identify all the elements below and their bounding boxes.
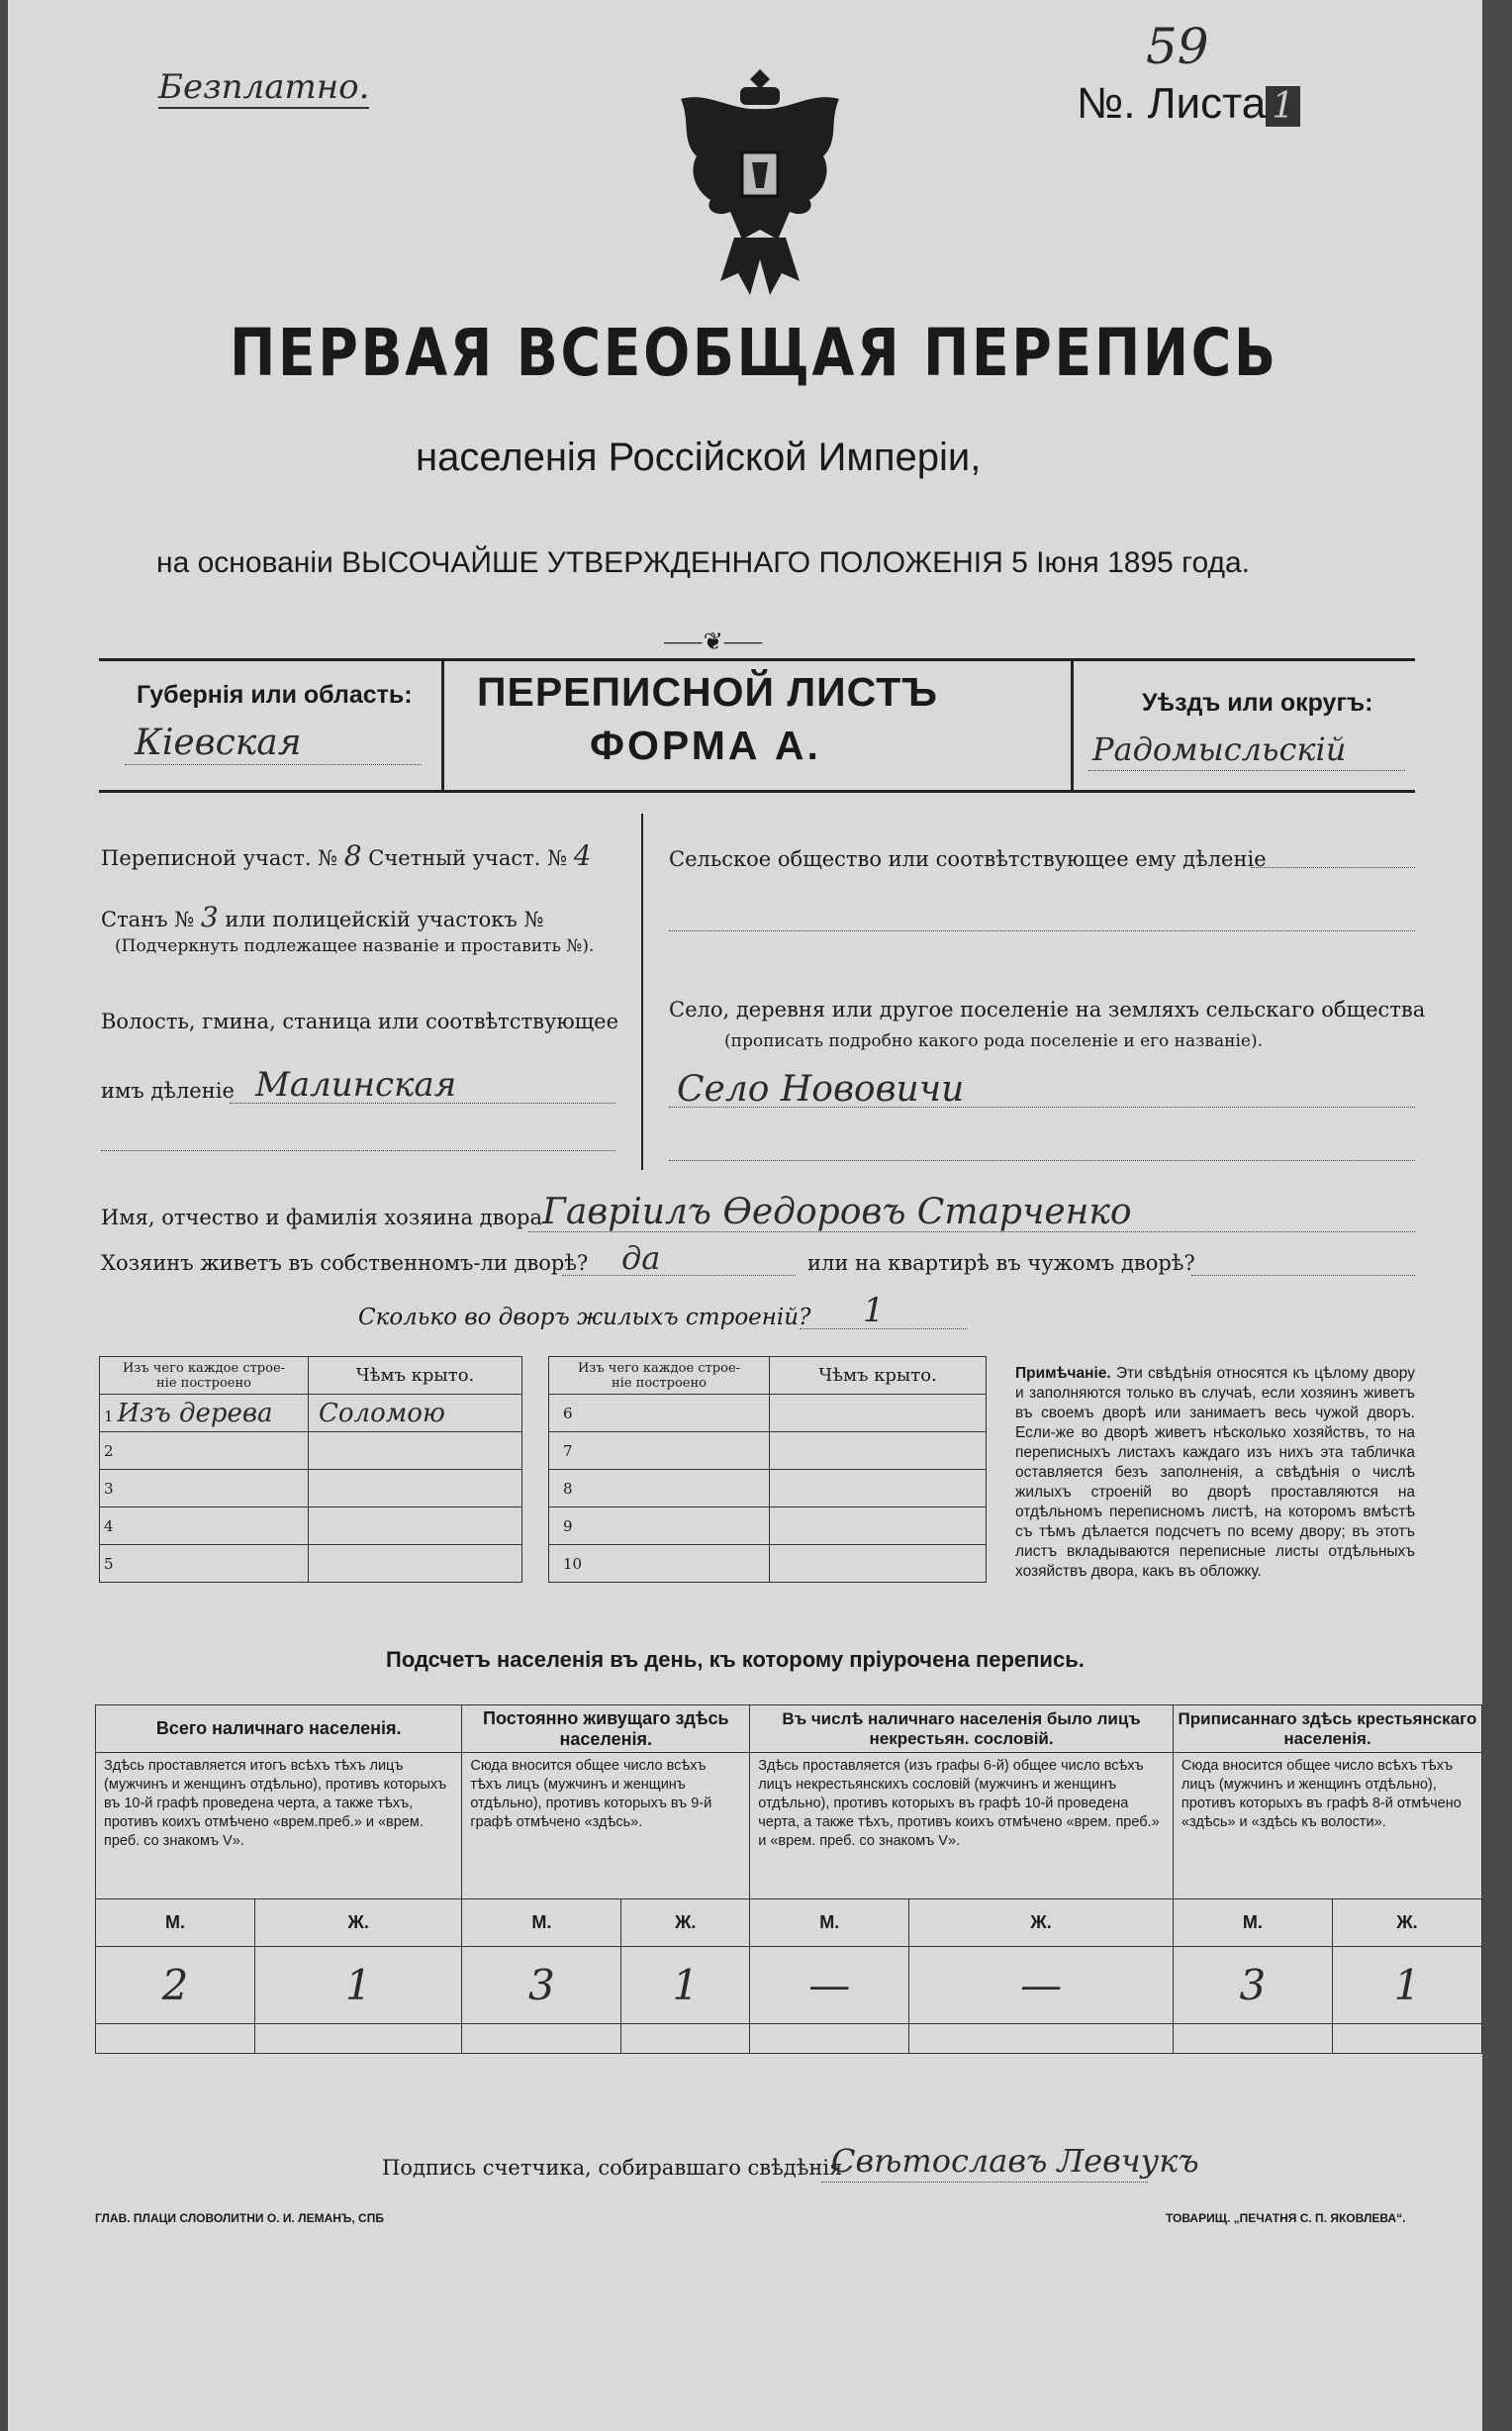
archive-number: 59: [1146, 18, 1209, 75]
sheet-number-label: [1077, 79, 1300, 129]
owner-line: [528, 1231, 1415, 1232]
building-row: 7: [549, 1432, 770, 1470]
building-roof: [309, 1507, 522, 1545]
count-col-title: Постоянно живущаго здѣсь населенія.: [462, 1705, 750, 1753]
village-label: Село, деревня или другое поселеніе на земляхъ сельскаго общества: [669, 998, 1426, 1021]
volost-label: Волость, гмина, станица или соотвѣтствующее: [101, 1010, 619, 1033]
building-row: 1 Изъ дерева: [100, 1395, 309, 1432]
province-value: Кіевская: [135, 723, 302, 763]
female-header: Ж.: [621, 1899, 750, 1947]
owner-label: Имя, отчество и фамилія хозяина двора: [101, 1206, 543, 1229]
document-subtitle: населенія Россійской Имперіи,: [416, 436, 982, 479]
count-section-label: Счетный участ. №: [368, 846, 567, 870]
ornament-divider: ⸺❦⸺: [663, 628, 764, 655]
building-roof: [309, 1432, 522, 1470]
roof-header: Чѣмъ крыто.: [309, 1357, 522, 1395]
divider: [99, 790, 1415, 793]
count-col-desc: Сюда вносится общее число всѣхъ тѣхъ лицъ (мужчинъ и женщинъ отдѣльно), противъ которыхъ въ 9-й графѣ отмѣчено «здѣсь».: [462, 1753, 750, 1899]
owner-lives-line: [562, 1275, 796, 1276]
building-row: 3: [100, 1470, 309, 1507]
district-line: [1088, 770, 1405, 771]
building-roof: [309, 1470, 522, 1507]
volost-line-2: [101, 1150, 615, 1151]
buildings-table-right: [548, 1356, 987, 1583]
material-header: Изъ чего каждое строе- ніе построено: [100, 1357, 309, 1395]
community-label: Сельское общество или соотвѣтствующее ему дѣленіе: [669, 847, 1267, 871]
building-row: 2: [100, 1432, 309, 1470]
volost-line: [230, 1103, 615, 1104]
census-section-field: [101, 839, 592, 872]
province-line: [125, 764, 422, 765]
printer-left: ГЛАВ. ПЛАЦИ СЛОВОЛИТНИ О. И. ЛЕМАНЪ, СПБ: [95, 2211, 384, 2225]
building-roof: [770, 1432, 987, 1470]
underline-note: (Подчеркнуть подлежащее названіе и проставить №).: [115, 936, 595, 956]
female-header: Ж.: [909, 1899, 1174, 1947]
building-roof: [770, 1395, 987, 1432]
column-divider: [641, 814, 643, 1170]
building-roof: [309, 1545, 522, 1583]
owner-lives-label: Хозяинъ живетъ въ собственномъ-ли дворѣ?: [101, 1251, 589, 1275]
divider: [99, 658, 1415, 661]
female-count: 1: [621, 1947, 750, 2024]
sheet-number: 1: [1266, 86, 1300, 127]
count-col-desc: Здѣсь проставляется (изъ графы 6-й) общее число всѣхъ лицъ некрестьянскихъ сословій (мужчинъ и женщинъ отдѣльно), противъ которыхъ въ графѣ 10-й проведена черта, а также тѣхъ, противъ коихъ отмѣчено «врем. преб.» и «врем. преб. со знакомъ V».: [750, 1753, 1174, 1899]
census-section-label: Переписной участ. №: [101, 846, 338, 870]
police-label: или полицейскій участокъ №: [225, 908, 544, 931]
building-row: 6: [549, 1395, 770, 1432]
village-note: (прописать подробно какого рода поселеніе и его названіе).: [724, 1031, 1263, 1051]
female-header: Ж.: [1332, 1899, 1481, 1947]
sheet-label: №. Листа: [1077, 79, 1267, 128]
volost-value: Малинская: [255, 1065, 457, 1105]
note-text: Эти свѣдѣнія относятся къ цѣлому двору и заполняются только въ случаѣ, если хозяинъ живетъ въ своемъ дворѣ или занимаетъ весь чужой дворъ. Если-же во дворѣ живетъ нѣсколько хозяйствъ, то на переписныхъ листахъ каждаго изъ нихъ эта табличка оставляется безъ заполненія, а свѣдѣнія о числѣ жилыхъ строеній во дворѣ проставляются на отдѣльномъ переписномъ листѣ, на которомъ вмѣстѣ съ тѣмъ дѣлается подсчетъ по всему двору; въ этотъ листъ вкладываются переписные листы отдѣльныхъ хозяйствъ двора, какъ въ обложку.: [1015, 1365, 1415, 1580]
census-section-value: 8: [343, 839, 362, 872]
count-col-desc: Сюда вносится общее число всѣхъ тѣхъ лицъ (мужчинъ и женщинъ отдѣльно), противъ которыхъ въ графѣ 8-й отмѣчено «здѣсь» и «здѣсь къ волости».: [1173, 1753, 1481, 1899]
female-count: 1: [255, 1947, 462, 2024]
form-name: ФОРМА А.: [590, 723, 821, 768]
building-roof: [770, 1507, 987, 1545]
building-roof: [770, 1545, 987, 1583]
census-sheet: [8, 0, 1482, 2431]
male-header: М.: [462, 1899, 621, 1947]
printer-right: ТОВАРИЩ. „ПЕЧАТНЯ С. П. ЯКОВЛЕВА“.: [1166, 2211, 1406, 2225]
male-count: 2: [96, 1947, 255, 2024]
stan-field: [101, 901, 543, 933]
volost-label-2: имъ дѣленіе: [101, 1079, 235, 1103]
building-row: 4: [100, 1507, 309, 1545]
male-count: —: [750, 1947, 909, 2024]
owner-value: Гавріилъ Ѳедоровъ Старченко: [542, 1192, 1132, 1232]
buildings-table-left: [99, 1356, 522, 1583]
community-line-2: [669, 930, 1415, 931]
apartment-line: [1191, 1275, 1415, 1276]
buildings-label: Сколько во дворъ жилыхъ строеній?: [358, 1305, 811, 1330]
village-value: Село Нововичи: [677, 1069, 965, 1110]
population-count-table: [95, 1704, 1482, 2054]
count-col-title: Въ числѣ наличнаго населенія было лицъ некрестьян. сословій.: [750, 1705, 1174, 1753]
note-heading: Примѣчаніе.: [1015, 1365, 1111, 1382]
buildings-note: [1015, 1364, 1415, 1582]
building-row: 8: [549, 1470, 770, 1507]
document-title: ПЕРВАЯ ВСЕОБЩАЯ ПЕРЕПИСЬ: [230, 315, 1278, 391]
stan-value: 3: [200, 901, 219, 933]
male-count: 3: [1173, 1947, 1332, 2024]
male-header: М.: [1173, 1899, 1332, 1947]
male-header: М.: [96, 1899, 255, 1947]
divider: [441, 658, 444, 790]
signature-label: Подпись счетчика, собиравшаго свѣдѣнія: [382, 2156, 843, 2180]
count-heading: Подсчетъ населенія въ день, къ которому пріурочена перепись.: [386, 1647, 1085, 1672]
signature-value: Свѣтославъ Левчукъ: [831, 2142, 1199, 2180]
count-col-title: Всего наличнаго населенія.: [96, 1705, 462, 1753]
signature-line: [821, 2182, 1148, 2183]
sheet-title: ПЕРЕПИСНОЙ ЛИСТЪ: [477, 669, 938, 715]
count-col-title: Приписаннаго здѣсь крестьянскаго населенія.: [1173, 1705, 1481, 1753]
building-roof: Соломою: [309, 1395, 522, 1432]
building-row: 5: [100, 1545, 309, 1583]
village-line: [669, 1107, 1415, 1108]
male-count: 3: [462, 1947, 621, 2024]
female-header: Ж.: [255, 1899, 462, 1947]
building-roof: [770, 1470, 987, 1507]
community-line: [1251, 867, 1415, 868]
province-label: Губернія или область:: [137, 681, 413, 709]
divider: [1071, 658, 1074, 790]
buildings-line: [800, 1328, 968, 1329]
buildings-value: 1: [863, 1291, 885, 1330]
female-count: 1: [1332, 1947, 1481, 2024]
female-count: —: [909, 1947, 1174, 2024]
owner-lives-value: да: [621, 1239, 661, 1277]
material-header: Изъ чего каждое строе- ніе построено: [549, 1357, 770, 1395]
double-headed-eagle-emblem: [661, 61, 859, 299]
district-label: Уѣздъ или округъ:: [1142, 689, 1373, 717]
male-header: М.: [750, 1899, 909, 1947]
building-row: 9: [549, 1507, 770, 1545]
stan-label: Станъ №: [101, 908, 195, 931]
roof-header: Чѣмъ крыто.: [770, 1357, 987, 1395]
free-stamp: Безплатно.: [158, 67, 370, 107]
apartment-label: или на квартирѣ въ чужомъ дворѣ?: [807, 1251, 1195, 1275]
building-row: 10: [549, 1545, 770, 1583]
village-line-2: [669, 1160, 1415, 1161]
district-value: Радомысльскій: [1092, 730, 1347, 768]
count-col-desc: Здѣсь проставляется итогъ всѣхъ тѣхъ лицъ (мужчинъ и женщинъ отдѣльно), противъ которыхъ въ 10-й графѣ проведена черта, а также тѣхъ, противъ коихъ отмѣчено «врем.преб.» и «врем. преб. со знакомъ V».: [96, 1753, 462, 1899]
legal-basis-line: на основаніи ВЫСОЧАЙШЕ УТВЕРЖДЕННАГО ПОЛОЖЕНІЯ 5 Іюня 1895 года.: [156, 546, 1251, 579]
count-section-value: 4: [573, 839, 592, 872]
